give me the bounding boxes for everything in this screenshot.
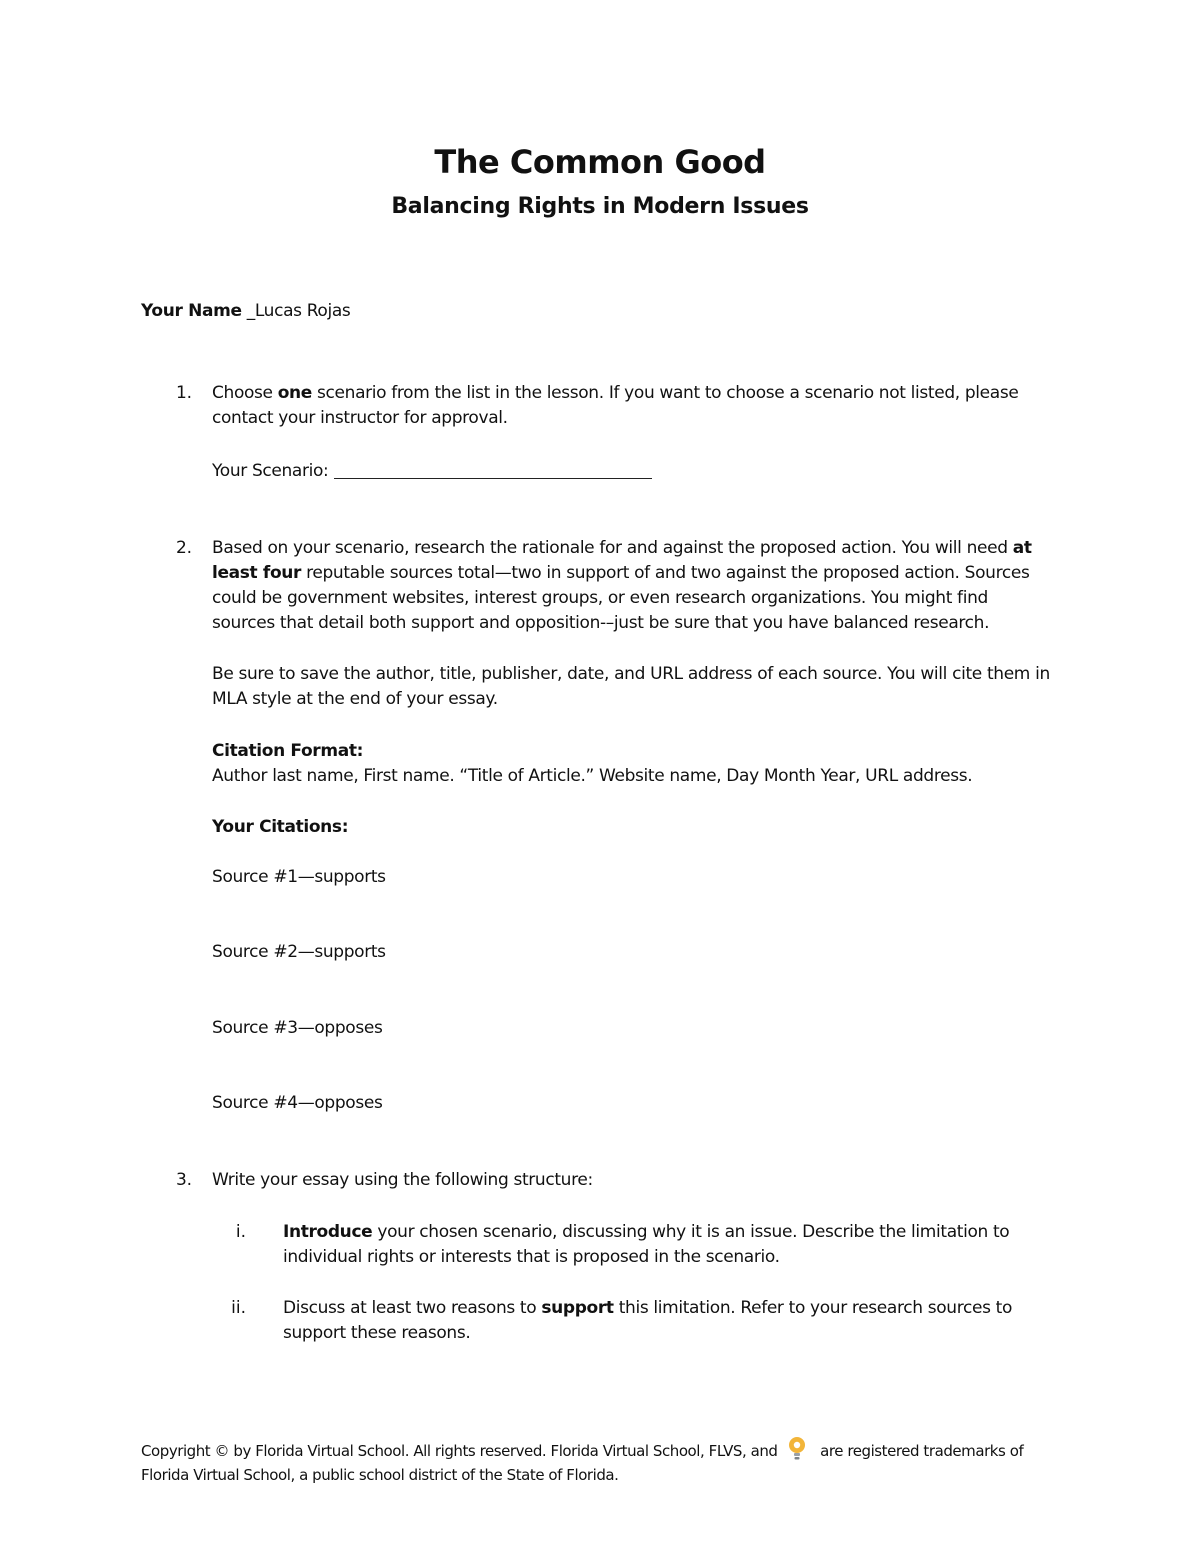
q2-line-2b: reputable sources total—two in support of and two against the proposed action. Sources xyxy=(301,563,1030,583)
q2-line-4: sources that detail both support and opposition-–just be sure that you have balanced research. xyxy=(212,613,990,633)
your-citations-label-text: Your Citations: xyxy=(212,817,349,837)
q3-item-2-numeral: ii. xyxy=(231,1298,246,1318)
q2-save-line-1: Be sure to save the author, title, publisher, date, and URL address of each source. You will cite them in xyxy=(212,664,1050,684)
q3-item-1-numeral: i. xyxy=(235,1222,246,1242)
page-subtitle: Balancing Rights in Modern Issues xyxy=(391,194,809,219)
q3-item-2-b: this limitation. Refer to your research sources to xyxy=(613,1298,1013,1318)
name-value[interactable]: _Lucas Rojas xyxy=(241,301,351,321)
source-2[interactable]: Source #2—supports xyxy=(212,942,386,962)
q2-line-1b: at xyxy=(1012,538,1032,558)
q3-number: 3. xyxy=(176,1170,192,1190)
q3-item-2-bold: support xyxy=(541,1298,614,1318)
q3-item-1-line-1 xyxy=(283,1220,1009,1245)
q2-number: 2. xyxy=(176,538,192,558)
q3-item-2-line-2: support these reasons. xyxy=(283,1323,471,1343)
q3-intro: Write your essay using the following structure: xyxy=(212,1170,593,1190)
q2-line-1a: Based on your scenario, research the rationale for and against the proposed action. You will need xyxy=(212,538,1013,558)
q1-line-2: contact your instructor for approval. xyxy=(212,408,508,428)
q2-line-1 xyxy=(212,536,1032,561)
scenario-line xyxy=(212,459,652,484)
scenario-input-blank[interactable] xyxy=(334,460,652,479)
q1-number: 1. xyxy=(176,383,192,403)
flvs-lightbulb-logo-icon xyxy=(786,1436,808,1462)
footer-line-1 xyxy=(141,1436,1061,1463)
q1-line-1a: Choose xyxy=(212,383,278,403)
q3-item-2-line-1 xyxy=(283,1296,1012,1321)
q2-save-line-2: MLA style at the end of your essay. xyxy=(212,689,498,709)
scenario-label: Your Scenario: xyxy=(212,461,329,481)
q1-line-1b: one xyxy=(277,383,312,403)
source-4[interactable]: Source #4—opposes xyxy=(212,1093,383,1113)
q1-line-1 xyxy=(212,381,1018,406)
name-line xyxy=(141,299,350,324)
source-1[interactable]: Source #1—supports xyxy=(212,867,386,887)
your-citations-label xyxy=(212,815,348,840)
footer-line-1b: are registered trademarks of xyxy=(820,1442,1024,1460)
q2-line-2a: least four xyxy=(212,563,302,583)
q3-item-2-a: Discuss at least two reasons to xyxy=(283,1298,542,1318)
q2-line-3: could be government websites, interest groups, or even research organizations. You might find xyxy=(212,588,988,608)
q3-item-1-line-2: individual rights or interests that is proposed in the scenario. xyxy=(283,1247,780,1267)
copyright-footer xyxy=(141,1436,1061,1487)
q3-item-1-rest: your chosen scenario, discussing why it is an issue. Describe the limitation to xyxy=(372,1222,1010,1242)
name-label: Your Name xyxy=(141,301,242,321)
page-title: The Common Good xyxy=(434,143,766,181)
q3-item-1-bold: Introduce xyxy=(283,1222,373,1242)
citation-format-text: Author last name, First name. “Title of Article.” Website name, Day Month Year, URL address. xyxy=(212,766,973,786)
q2-line-2 xyxy=(212,561,1029,586)
source-3[interactable]: Source #3—opposes xyxy=(212,1018,383,1038)
q1-line-1c: scenario from the list in the lesson. If you want to choose a scenario not listed, please xyxy=(311,383,1019,403)
footer-line-1a: Copyright © by Florida Virtual School. All rights reserved. Florida Virtual School, FLVS, and xyxy=(141,1442,778,1460)
citation-format-label xyxy=(212,739,363,764)
citation-format-label-text: Citation Format: xyxy=(212,741,364,761)
footer-line-2: Florida Virtual School, a public school district of the State of Florida. xyxy=(141,1466,619,1484)
